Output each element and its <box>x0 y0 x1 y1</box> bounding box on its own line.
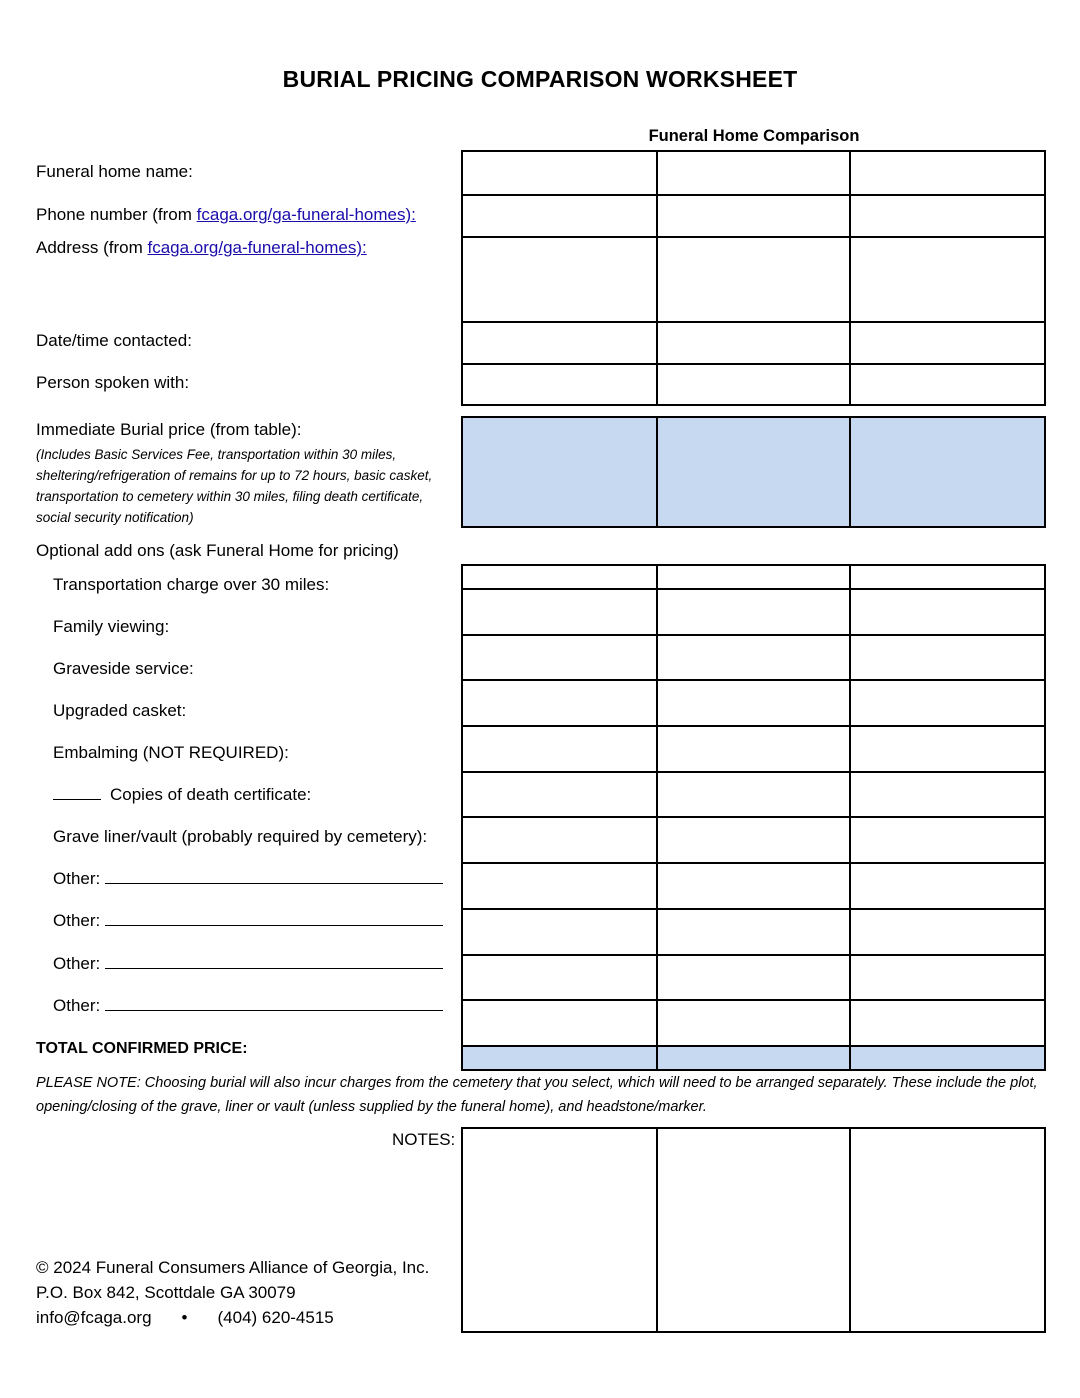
copies-label <box>53 785 311 805</box>
copies-blank[interactable] <box>53 799 101 800</box>
address-label <box>36 238 367 258</box>
upgraded-casket-cell[interactable] <box>463 680 657 726</box>
date-time-label: Date/time contacted: <box>36 331 192 350</box>
upgraded-casket-cell[interactable] <box>657 680 851 726</box>
transportation-label: Transportation charge over 30 miles: <box>53 575 330 594</box>
page-title: BURIAL PRICING COMPARISON WORKSHEET <box>282 66 798 92</box>
addons-grid <box>461 564 1046 1071</box>
embalming-cell[interactable] <box>463 726 657 772</box>
phone-number-label <box>36 205 416 225</box>
other-cell[interactable] <box>850 863 1044 909</box>
phone-label-text: Phone number (from <box>36 205 197 224</box>
address-label-text: Address (from <box>36 238 148 257</box>
grave-liner-cell[interactable] <box>463 817 657 863</box>
optional-addons-label: Optional add ons (ask Funeral Home for pricing) <box>36 541 399 560</box>
phone-link[interactable]: fcaga.org/ga-funeral-homes): <box>196 205 416 224</box>
embalming-label: Embalming (NOT REQUIRED): <box>53 743 289 762</box>
other-label: Other: <box>53 996 101 1015</box>
other-cell[interactable] <box>657 909 851 955</box>
other-row-1 <box>53 869 443 889</box>
family-viewing-cell[interactable] <box>657 589 851 635</box>
funeral-home-name-label: Funeral home name: <box>36 162 193 181</box>
date-time-cell[interactable] <box>463 322 657 364</box>
footer-phone: (404) 620-4515 <box>217 1308 334 1327</box>
other-blank[interactable] <box>105 968 443 969</box>
address-cell[interactable] <box>463 237 657 322</box>
notes-cell[interactable] <box>850 1129 1044 1331</box>
immediate-burial-cell[interactable] <box>850 418 1044 526</box>
other-label: Other: <box>53 954 101 973</box>
phone-cell[interactable] <box>657 195 851 237</box>
transportation-cell[interactable] <box>463 566 657 589</box>
funeral-home-name-cell[interactable] <box>850 152 1044 195</box>
immediate-burial-note: (Includes Basic Services Fee, transportation within 30 miles, sheltering/refrigeration of remains for up to 72 hours, basic casket, transportation to cemetery within 30 miles, filing death certificate, social security notification) <box>36 447 433 525</box>
copies-label-text: Copies of death certificate: <box>110 785 312 804</box>
other-cell[interactable] <box>463 1000 657 1046</box>
graveside-cell[interactable] <box>463 635 657 681</box>
notes-cell[interactable] <box>657 1129 851 1331</box>
person-cell[interactable] <box>850 364 1044 406</box>
funeral-home-name-cell[interactable] <box>657 152 851 195</box>
graveside-cell[interactable] <box>850 635 1044 681</box>
date-time-cell[interactable] <box>657 322 851 364</box>
total-price-cell[interactable] <box>850 1046 1044 1069</box>
immediate-burial-cell[interactable] <box>657 418 851 526</box>
other-cell[interactable] <box>463 955 657 1001</box>
date-time-cell[interactable] <box>850 322 1044 364</box>
total-price-cell[interactable] <box>657 1046 851 1069</box>
graveside-label: Graveside service: <box>53 659 194 678</box>
notes-grid <box>461 1127 1046 1333</box>
family-viewing-cell[interactable] <box>463 589 657 635</box>
other-cell[interactable] <box>850 955 1044 1001</box>
transportation-cell[interactable] <box>850 566 1044 589</box>
immediate-burial-grid <box>461 416 1046 528</box>
address-cell[interactable] <box>657 237 851 322</box>
other-cell[interactable] <box>657 955 851 1001</box>
copies-cell[interactable] <box>850 772 1044 818</box>
upgraded-casket-label: Upgraded casket: <box>53 701 187 720</box>
other-row-2 <box>53 911 443 931</box>
other-cell[interactable] <box>463 863 657 909</box>
address-cell[interactable] <box>850 237 1044 322</box>
embalming-cell[interactable] <box>657 726 851 772</box>
embalming-cell[interactable] <box>850 726 1044 772</box>
total-price-label: TOTAL CONFIRMED PRICE: <box>36 1040 248 1057</box>
notes-label: NOTES: <box>392 1130 456 1149</box>
immediate-burial-cell[interactable] <box>463 418 657 526</box>
footer-address: P.O. Box 842, Scottdale GA 30079 <box>36 1283 296 1302</box>
footer-copyright: © 2024 Funeral Consumers Alliance of Georgia, Inc. <box>36 1258 430 1277</box>
funeral-home-name-cell[interactable] <box>463 152 657 195</box>
address-link[interactable]: fcaga.org/ga-funeral-homes): <box>147 238 367 257</box>
notes-cell[interactable] <box>463 1129 657 1331</box>
other-cell[interactable] <box>657 863 851 909</box>
person-spoken-label: Person spoken with: <box>36 373 190 392</box>
family-viewing-cell[interactable] <box>850 589 1044 635</box>
other-cell[interactable] <box>850 1000 1044 1046</box>
other-label: Other: <box>53 911 101 930</box>
family-viewing-label: Family viewing: <box>53 617 170 636</box>
other-blank[interactable] <box>105 1010 443 1011</box>
please-note: PLEASE NOTE: Choosing burial will also incur charges from the cemetery that you select, which will need to be arranged separately. These include the plot, opening/closing of the grave, liner or vault (unless supplied by the funeral home), and headstone/marker. <box>36 1075 1038 1115</box>
copies-cell[interactable] <box>657 772 851 818</box>
other-cell[interactable] <box>463 909 657 955</box>
other-row-4 <box>53 996 443 1016</box>
footer-bullet: • <box>181 1308 188 1327</box>
other-label: Other: <box>53 869 101 888</box>
other-blank[interactable] <box>105 925 443 926</box>
other-cell[interactable] <box>850 909 1044 955</box>
transportation-cell[interactable] <box>657 566 851 589</box>
total-price-cell[interactable] <box>463 1046 657 1069</box>
copies-cell[interactable] <box>463 772 657 818</box>
phone-cell[interactable] <box>850 195 1044 237</box>
grave-liner-label: Grave liner/vault (probably required by cemetery): <box>53 827 428 846</box>
grave-liner-cell[interactable] <box>850 817 1044 863</box>
other-cell[interactable] <box>657 1000 851 1046</box>
person-cell[interactable] <box>463 364 657 406</box>
contact-grid <box>461 150 1046 406</box>
other-row-3 <box>53 954 443 974</box>
immediate-burial-label: Immediate Burial price (from table): <box>36 420 302 439</box>
grave-liner-cell[interactable] <box>657 817 851 863</box>
phone-cell[interactable] <box>463 195 657 237</box>
footer <box>36 1255 429 1330</box>
footer-contact <box>36 1305 429 1330</box>
column-header: Funeral Home Comparison <box>648 127 860 145</box>
person-cell[interactable] <box>657 364 851 406</box>
other-blank[interactable] <box>105 883 443 884</box>
footer-email[interactable]: info@fcaga.org <box>36 1308 152 1327</box>
upgraded-casket-cell[interactable] <box>850 680 1044 726</box>
graveside-cell[interactable] <box>657 635 851 681</box>
